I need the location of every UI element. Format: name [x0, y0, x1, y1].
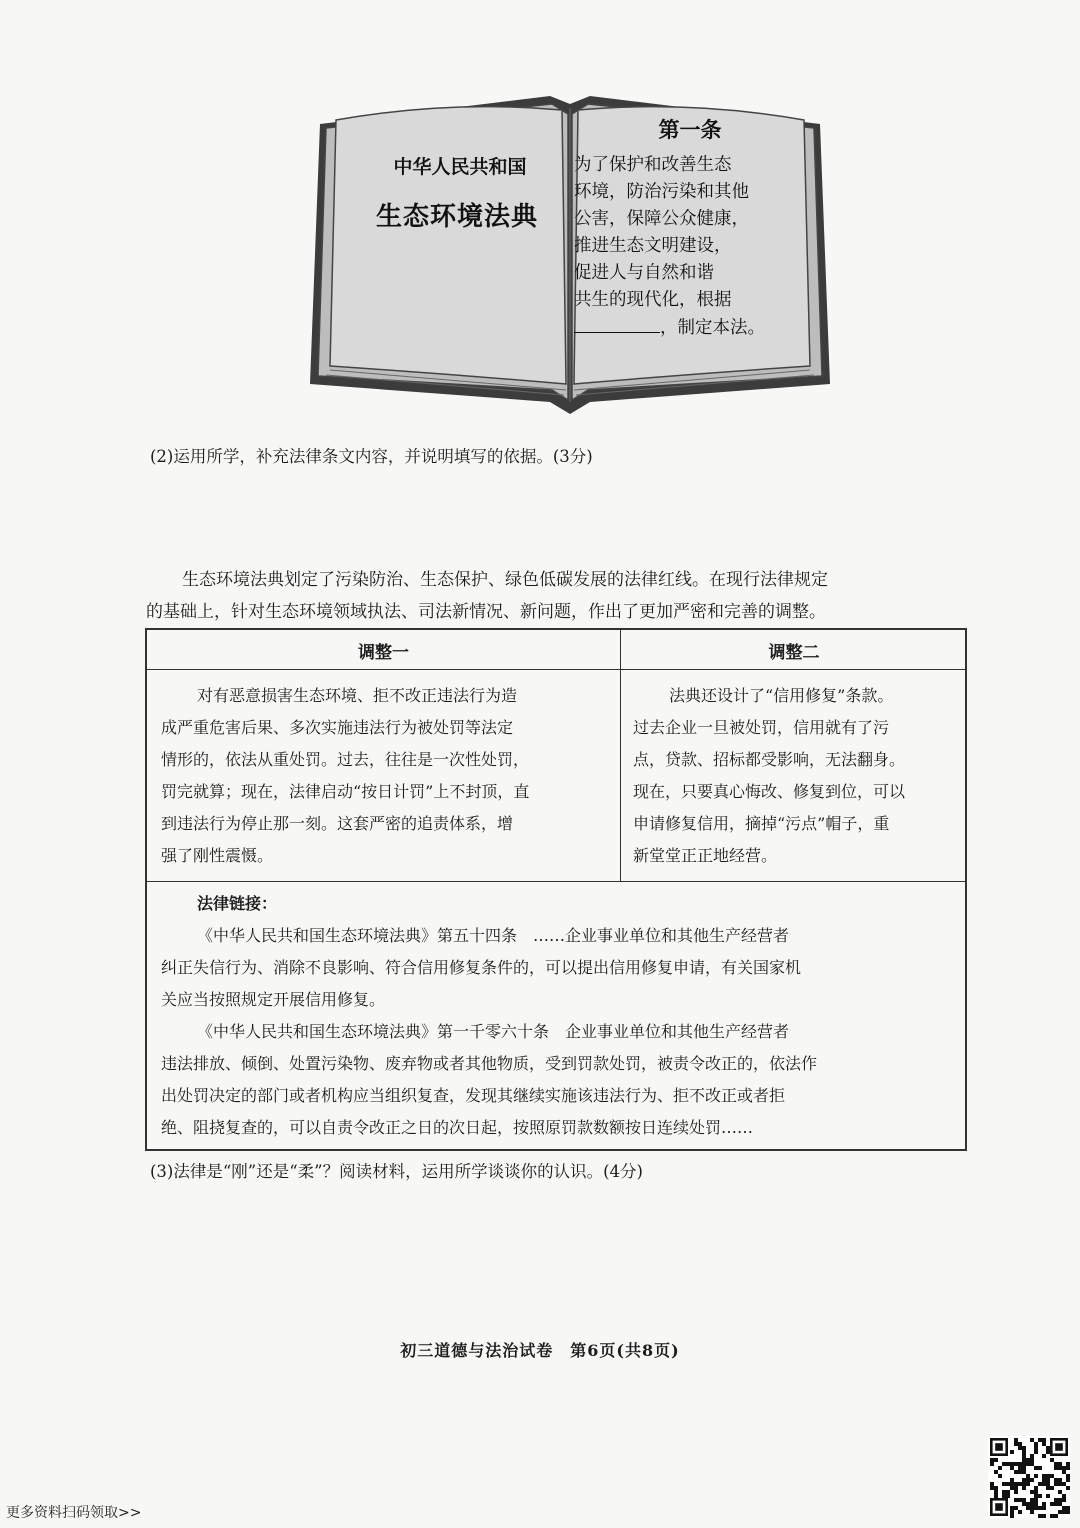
- cell-line: 对有恶意损害生态环境、拒不改正违法行为造: [197, 686, 518, 705]
- intro-line: 的基础上，针对生态环境领域执法、司法新情况、新问题，作出了更加严密和完善的调整。: [146, 602, 826, 622]
- table-header-adjustment-2: 调整二: [768, 643, 820, 663]
- law-link-line: 违法排放、倾倒、处置污染物、废弃物或者其他物质，受到罚款处罚，被责令改正的，依法作: [161, 1054, 818, 1073]
- cell-line: 强了刚性震慑。: [161, 846, 274, 865]
- law-link-line: 关应当按照规定开展信用修复。: [161, 990, 386, 1009]
- cell-line: 情形的，依法从重处罚。过去，往往是一次性处罚，: [161, 750, 530, 769]
- table-cell-adjustment-2: [633, 680, 959, 872]
- law-link-line: 《中华人民共和国生态环境法典》第一千零六十条 企业事业单位和其他生产经营者: [197, 1022, 790, 1041]
- law-link-title: 法律链接：: [197, 894, 278, 913]
- fill-in-blank[interactable]: [574, 314, 660, 333]
- cell-line: 到违法行为停止那一刻。这套严密的追责体系，增: [161, 814, 514, 833]
- book-right-line: 促进人与自然和谐: [574, 263, 714, 283]
- book-left-title-line1: 中华人民共和国: [393, 156, 527, 178]
- book-right-heading: 第一条: [658, 118, 722, 142]
- adjustment-table: [145, 628, 967, 1151]
- book-right-line: 共生的现代化，根据: [574, 290, 732, 310]
- book-right-line: 为了保护和改善生态: [574, 155, 732, 175]
- law-link-line: 出处罚决定的部门或者机构应当组织复查，发现其继续实施该违法行为、拒不改正或者拒: [161, 1086, 786, 1105]
- book-right-line: 公害，保障公众健康，: [574, 209, 749, 229]
- book-right-text: [574, 152, 784, 342]
- table-cell-adjustment-1: [161, 680, 611, 872]
- qr-code-icon[interactable]: [988, 1436, 1070, 1518]
- intro-paragraph: [146, 564, 976, 628]
- question-2: (2)运用所学，补充法律条文内容，并说明填写的依据。(3分): [150, 447, 593, 466]
- book-right-last-line: [574, 314, 784, 342]
- intro-line: 生态环境法典划定了污染防治、生态保护、绿色低碳发展的法律红线。在现行法律规定: [182, 570, 828, 590]
- cell-line: 过去企业一旦被处罚，信用就有了污: [633, 718, 890, 737]
- cell-line: 新堂堂正正地经营。: [633, 846, 778, 865]
- book-right-line: 环境，防治污染和其他: [574, 182, 749, 202]
- table-header-adjustment-1: 调整一: [358, 643, 409, 663]
- book-right-line: 推进生态文明建设，: [574, 236, 732, 256]
- cell-line: 法典还设计了“信用修复”条款。: [669, 686, 894, 705]
- cell-line: 成严重危害后果、多次实施违法行为被处罚等法定: [161, 718, 514, 737]
- law-link-section: [161, 888, 961, 1144]
- question-3: (3)法律是“刚”还是“柔”？阅读材料，运用所学谈谈你的认识。(4分): [150, 1162, 643, 1181]
- cell-line: 罚完就算；现在，法律启动“按日计罚”上不封顶，直: [161, 782, 530, 801]
- law-link-line: 纠正失信行为、消除不良影响、符合信用修复条件的，可以提出信用修复申请，有关国家机: [161, 958, 802, 977]
- law-link-line: 《中华人民共和国生态环境法典》第五十四条 ……企业事业单位和其他生产经营者: [197, 926, 790, 945]
- book-right-tail: ，制定本法。: [660, 318, 765, 338]
- law-book-illustration: [300, 84, 840, 434]
- cell-line: 申请修复信用，摘掉“污点”帽子，重: [633, 814, 890, 833]
- cell-line: 现在，只要真心悔改、修复到位，可以: [633, 782, 906, 801]
- law-link-line: 绝、阻挠复查的，可以自责令改正之日的次日起，按照原罚款数额按日连续处罚……: [161, 1118, 754, 1137]
- cell-line: 点，贷款、招标都受影响，无法翻身。: [633, 750, 906, 769]
- bottom-note[interactable]: 更多资料扫码领取>>: [6, 1505, 142, 1521]
- book-left-title-line2: 生态环境法典: [375, 202, 538, 232]
- page-footer: 初三道德与法治试卷 第6页(共8页): [400, 1341, 680, 1360]
